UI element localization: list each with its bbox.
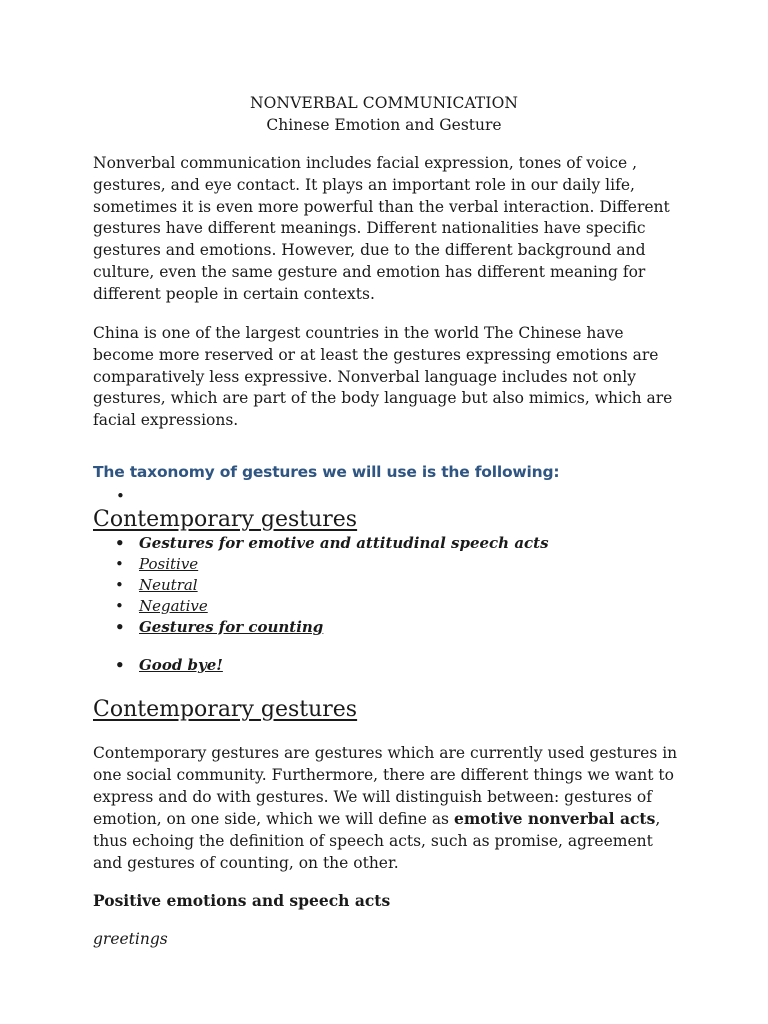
list-item: • Gestures for emotive and attitudinal speech acts	[93, 533, 549, 554]
intro-paragraph: Nonverbal communication includes facial expression, tones of voice , gestures, and eye contact. It plays an important role in our daily life, sometimes it is even more powerful than the verbal interaction. Different gestures have different meanings. Different nationalities have specific gestures and emotions. However, due to the different background and culture, even the same gesture and emotion has different meaning for different people in certain contexts.	[93, 154, 670, 303]
china-paragraph: China is one of the largest countries in the world The Chinese have become more reserved or at least the gestures expressing emotions are comparatively less expressive. Nonverbal language includes not only gestures, which are part of the body language but also mimics, which are facial expressions.	[93, 324, 673, 430]
section-heading: Positive emotions and speech acts	[93, 891, 391, 910]
list-item: • Good bye!	[93, 655, 549, 676]
list-item: • Neutral	[93, 575, 549, 596]
document-subtitle: Chinese Emotion and Gesture	[266, 116, 502, 134]
contemporary-gestures-heading-1: Contemporary gestures	[93, 507, 358, 532]
list-item: • Negative	[93, 596, 549, 617]
taxonomy-heading: The taxonomy of gestures we will use is the following:	[93, 463, 560, 481]
greetings-label: greetings	[93, 930, 168, 948]
contemporary-gestures-heading-2: Contemporary gestures	[93, 697, 358, 722]
list-item: • Positive	[93, 554, 549, 575]
list-item: • Gestures for counting	[93, 617, 549, 638]
emotive-term: emotive nonverbal acts	[453, 809, 656, 829]
gesture-list	[93, 533, 549, 676]
contemporary-paragraph: Contemporary gestures are gestures which are currently used gestures in one social community. Furthermore, there are different things we want to express and do with gestures. We will distinguish between: gestures of emotion, on one side, which we will define as emotive nonverbal acts, thus echoing the definition of speech acts, such as promise, agreement and gestures of counting, on the other.	[93, 744, 678, 872]
document-title: NONVERBAL COMMUNICATION	[249, 94, 519, 112]
empty-bullet: •	[116, 487, 125, 505]
